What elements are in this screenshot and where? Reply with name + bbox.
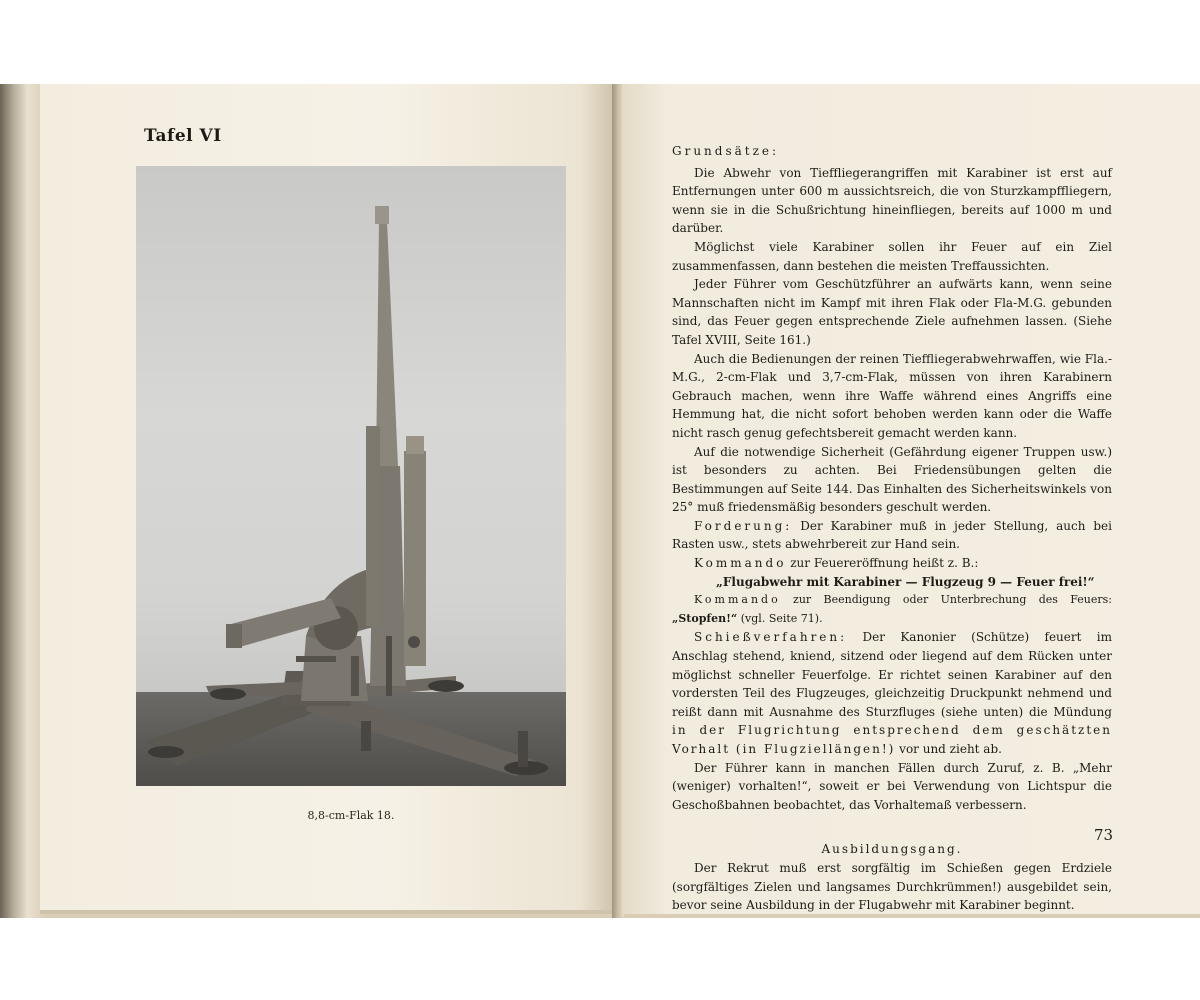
plate-title: Tafel VI	[144, 126, 222, 146]
heading-ausbildungsgang: Ausbildungsgang.	[821, 842, 963, 857]
command-stopfen: „Stopfen!“	[672, 611, 738, 625]
paragraph-karabiner-ziel: Möglichst viele Karabiner sollen ihr Feuer auf ein Ziel zusammenfassen, dann bestehen die meisten Treffaussichten.	[672, 239, 1112, 273]
paragraph-schiessverfahren	[672, 628, 1112, 758]
heading-grundsaetze: Grundsätze:	[672, 144, 780, 158]
text-kommando-2: zur Beendigung oder Unterbrechung des Feuers:	[780, 593, 1112, 607]
label-schiessverfahren: Schießverfahren:	[694, 630, 848, 645]
flak-gun-illustration	[136, 166, 566, 786]
page-number: 73	[1094, 826, 1114, 844]
paragraph-abwehr: Die Abwehr von Tieffliegerangriffen mit Karabiner ist erst auf Entfernungen unter 600 m aussichtsreich, die von Sturzkampffliegern, wenn sie in die Schußrichtung hineinfliegen, bereits auf 1000 m und darüber.	[672, 165, 1112, 236]
paragraph-bedienungen: Auch die Bedienungen der reinen Tieffliegerabwehrwaffen, wie Fla.-M.G., 2-cm-Flak und 3,7-cm-Flak, müssen von ihren Karabinern Gebrauch machen, wenn ihre Waffe während eines Angriffs eine Hemmung hat, die nicht sofort behoben werden kann oder die Waffe nicht rasch genug gefechtsbereit gemacht werden kann.	[672, 351, 1112, 440]
label-kommando-2: Kommando	[694, 593, 781, 607]
photo-caption: 8,8-cm-Flak 18.	[307, 809, 395, 822]
left-page	[40, 84, 614, 914]
paragraph-fuehrer-feuer: Jeder Führer vom Geschützführer an aufwärts kann, wenn seine Mannschaften nicht im Kampf mit ihren Flak oder Fla-M.G. gebunden sind, das Feuer gegen entsprechende Ziele aufnehmen lassen. (Siehe Tafel XVIII, Seite 161.)	[672, 277, 1112, 347]
flak-gun-photo	[136, 166, 566, 786]
label-forderung: Forderung:	[694, 518, 793, 533]
paragraph-rekrut: Der Rekrut muß erst sorgfältig im Schießen gegen Erdziele (sorgfältiges Zielen und langsames Durchkrümmen!) ausgebildet sein, bevor seine Ausbildung in der Flugabwehr mit Karabiner beginnt.	[672, 860, 1112, 913]
text-schiessverfahren-spaced: in der Flugrichtung entsprechend dem geschätzten Vorhalt (in Flugziellängen!)	[672, 723, 1112, 756]
text-schiessverfahren-1: Der Kanonier (Schütze) feuert im Anschlag stehend, kniend, sitzend oder liegend auf dem Rücken unter möglichst schneller Feuerfolge. Er richtet seinen Karabiner auf den vordersten Teil des Flugzeuges, gleichzeitig Druckpunkt nehmend und reißt dann mit Ausnahme des Sturzfluges (siehe unten) die Mündung	[672, 630, 1112, 719]
paragraph-fuehrer-zuruf: Der Führer kann in manchen Fällen durch Zuruf, z. B. „Mehr (weniger) vorhalten!“, soweit er bei Verwendung von Lichtspur die Geschoßbahnen beobachtet, das Vorhaltemaß verbessern.	[672, 760, 1112, 812]
paragraph-sicherheit: Auf die notwendige Sicherheit (Gefährdung eigener Truppen usw.) ist besonders zu achten. Bei Friedensübungen gelten die Bestimmungen auf Seite 144. Das Einhalten des Sicherheitswinkels von 25° muß friedensmäßig besonders geschult werden.	[672, 444, 1112, 515]
right-page	[622, 84, 1200, 914]
paragraph-forderung	[672, 517, 1112, 554]
label-kommando: Kommando	[694, 556, 787, 571]
ref-seite-71: (vgl. Seite 71).	[737, 611, 823, 625]
text-forderung: Der Karabiner muß in jeder Stellung, auch bei Rasten usw., stets abwehrbereit zur Hand sein.	[672, 518, 1112, 552]
paragraph-kommando-stop	[672, 591, 1112, 628]
text-kommando: zur Feuereröffnung heißt z. B.:	[786, 556, 979, 571]
page-text	[672, 142, 1112, 915]
command-flugabwehr: „Flugabwehr mit Karabiner — Flugzeug 9 — Feuer frei!“	[716, 574, 1095, 589]
text-schiessverfahren-2: vor und zieht ab.	[895, 742, 1002, 756]
open-book	[0, 84, 1200, 918]
paragraph-kommando	[672, 554, 1112, 573]
